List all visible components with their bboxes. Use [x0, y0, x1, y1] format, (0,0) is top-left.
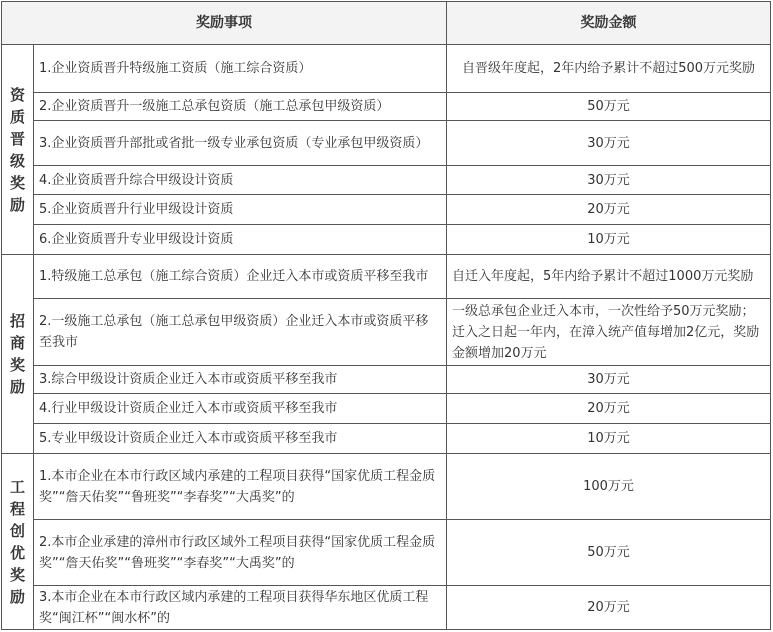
item-cell: 1.本市企业在本市行政区域内承建的工程项目获得“国家优质工程金质奖”“詹天佑奖”“鲁班奖”“李春奖”“大禹奖”的	[34, 454, 447, 520]
category-label: 招商奖励	[9, 312, 25, 396]
amount-cell: 50万元	[447, 93, 771, 121]
item-cell: 6.企业资质晋升专业甲级设计资质	[34, 225, 447, 255]
reward-table	[1, 1, 771, 630]
table-row	[2, 520, 771, 586]
item-cell: 2.一级施工总承包（施工总承包甲级资质）企业迁入本市或资质平移至我市	[34, 299, 447, 366]
item-cell: 5.专业甲级设计资质企业迁入本市或资质平移至我市	[34, 424, 447, 454]
category-cell-investment	[2, 255, 34, 454]
item-cell: 3.综合甲级设计资质企业迁入本市或资质平移至我市	[34, 366, 447, 394]
table-row	[2, 586, 771, 630]
item-cell: 2.本市企业承建的漳州市行政区域外工程项目获得“国家优质工程金质奖”“詹天佑奖”“鲁班奖”“李春奖”“大禹奖”的	[34, 520, 447, 586]
item-cell: 4.行业甲级设计资质企业迁入本市或资质平移至我市	[34, 394, 447, 424]
amount-cell: 10万元	[447, 424, 771, 454]
amount-cell: 30万元	[447, 366, 771, 394]
table-row	[2, 299, 771, 366]
table-row	[2, 424, 771, 454]
amount-cell: 20万元	[447, 195, 771, 225]
table-row	[2, 166, 771, 195]
item-cell: 1.特级施工总承包（施工综合资质）企业迁入本市或资质平移至我市	[34, 255, 447, 299]
table-row	[2, 45, 771, 93]
item-cell: 4.企业资质晋升综合甲级设计资质	[34, 166, 447, 195]
table-row	[2, 394, 771, 424]
item-cell: 1.企业资质晋升特级施工资质（施工综合资质）	[34, 45, 447, 93]
table-row	[2, 366, 771, 394]
amount-cell: 30万元	[447, 121, 771, 166]
header-row	[2, 2, 771, 45]
amount-cell: 自迁入年度起，5年内给予累计不超过1000万元奖励	[447, 255, 771, 299]
table-row	[2, 121, 771, 166]
table-row	[2, 255, 771, 299]
amount-cell: 20万元	[447, 394, 771, 424]
item-cell: 5.企业资质晋升行业甲级设计资质	[34, 195, 447, 225]
item-cell: 3.企业资质晋升部批或省批一级专业承包资质（专业承包甲级资质）	[34, 121, 447, 166]
item-cell: 2.企业资质晋升一级施工总承包资质（施工总承包甲级资质）	[34, 93, 447, 121]
table-row	[2, 225, 771, 255]
category-cell-qualification	[2, 45, 34, 255]
amount-cell: 一级总承包企业迁入本市，一次性给予50万元奖励；迁入之日起一年内，在漳入统产值每增加2亿元，奖励金额增加20万元	[447, 299, 771, 366]
item-cell: 3.本市企业在本市行政区域内承建的工程项目获得华东地区优质工程奖“闽江杯”“闽水杯”的	[34, 586, 447, 630]
amount-cell: 10万元	[447, 225, 771, 255]
amount-cell: 30万元	[447, 166, 771, 195]
amount-cell: 自晋级年度起，2年内给予累计不超过500万元奖励	[447, 45, 771, 93]
table-row	[2, 93, 771, 121]
amount-cell: 50万元	[447, 520, 771, 586]
table-row	[2, 454, 771, 520]
item-column-header: 奖励事项	[2, 2, 447, 45]
amount-column-header: 奖励金额	[447, 2, 771, 45]
category-label: 工程创优奖励	[9, 477, 25, 606]
category-label: 资质晋级奖励	[9, 85, 25, 214]
category-cell-engineering	[2, 454, 34, 630]
table-row	[2, 195, 771, 225]
amount-cell: 20万元	[447, 586, 771, 630]
amount-cell: 100万元	[447, 454, 771, 520]
